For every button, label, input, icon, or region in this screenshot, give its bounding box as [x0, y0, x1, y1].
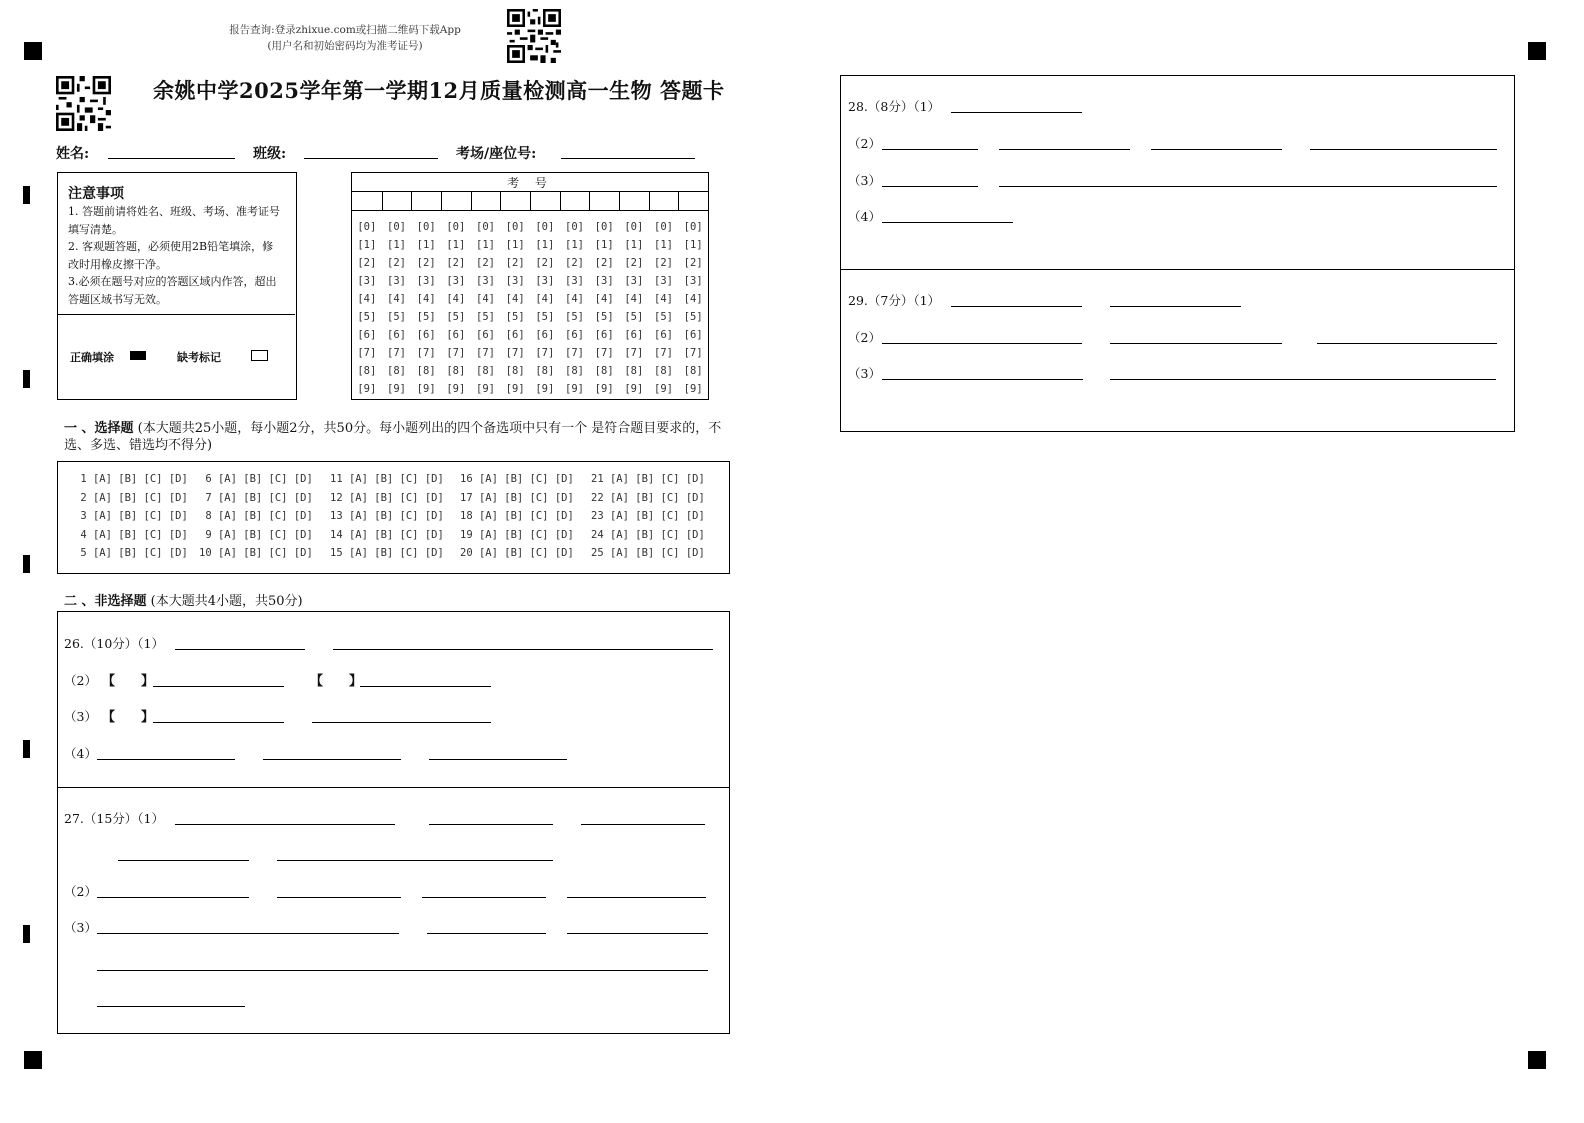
exam-number-column[interactable] — [471, 218, 501, 398]
exam-number-bubble[interactable]: [5] — [387, 311, 406, 323]
q26-p2-label: （2） — [64, 673, 97, 688]
q29-p2-label: （2） — [848, 330, 881, 345]
exam-number-bubble[interactable]: [7] — [624, 347, 644, 359]
exam-number-bubble[interactable]: [7] — [476, 347, 495, 359]
exam-number-bubble[interactable]: [4] — [476, 293, 495, 305]
exam-number-bubble[interactable]: [7] — [505, 347, 525, 359]
exam-number-column[interactable] — [619, 218, 649, 398]
exam-number-bubble[interactable]: [4] — [416, 293, 436, 305]
exam-number-bubble[interactable]: [6] — [594, 329, 614, 341]
exam-number-bubble[interactable]: [5] — [654, 311, 673, 323]
q28-p4-label: （4） — [848, 209, 881, 224]
q29-1-blank[interactable] — [951, 306, 1082, 307]
q26-2-blank[interactable] — [153, 686, 284, 687]
exam-number-bubble[interactable]: [1] — [476, 239, 495, 251]
exam-number-bubble[interactable]: [6] — [535, 329, 555, 341]
exam-number-bubble[interactable]: [6] — [476, 329, 495, 341]
exam-number-bubble[interactable]: [3] — [624, 275, 644, 287]
exam-number-bubble[interactable]: [8] — [683, 365, 703, 377]
exam-number-bubble[interactable]: [1] — [357, 239, 377, 251]
q29-3-blank[interactable] — [882, 379, 1083, 380]
exam-number-bubble[interactable]: [8] — [654, 365, 673, 377]
mc-question-item[interactable]: 11 [A] [B] [C] [D] — [330, 473, 444, 485]
mc-question-item[interactable]: 4 [A] [B] [C] [D] — [74, 528, 188, 541]
exam-number-bubble[interactable]: [8] — [357, 365, 377, 377]
exam-number-bubble[interactable]: [9] — [357, 383, 377, 395]
exam-number-bubble[interactable]: [7] — [446, 347, 466, 359]
exam-number-bubble[interactable]: [6] — [505, 329, 525, 341]
exam-number-bubble[interactable]: [0] — [594, 221, 614, 233]
exam-number-bubble[interactable]: [5] — [357, 311, 377, 323]
grid-divider — [649, 191, 650, 210]
grid-divider — [441, 191, 442, 210]
exam-number-bubble[interactable]: [8] — [594, 365, 614, 377]
exam-number-bubble[interactable]: [3] — [594, 275, 614, 287]
mc-question-item[interactable]: 2 [A] [B] [C] [D] — [74, 491, 188, 504]
mc-question-item[interactable]: 1 [A] [B] [C] [D] — [74, 473, 188, 485]
exam-number-bubble[interactable]: [8] — [505, 365, 525, 377]
mc-question-item[interactable]: 12 [A] [B] [C] [D] — [330, 491, 444, 504]
exam-number-column[interactable] — [411, 218, 441, 398]
exam-number-bubble[interactable]: [7] — [357, 347, 377, 359]
qr-code-student — [56, 76, 111, 131]
q26-3-bracket[interactable]: 【 】 — [102, 710, 155, 725]
exam-number-bubble[interactable]: [9] — [416, 383, 436, 395]
report-info — [200, 22, 490, 54]
exam-number-bubble[interactable]: [5] — [624, 311, 644, 323]
q28-3-blank[interactable] — [882, 186, 978, 187]
exam-number-bubble[interactable]: [2] — [387, 257, 406, 269]
exam-number-bubble[interactable]: [6] — [683, 329, 703, 341]
section2-desc: (本大题共4小题，共50分) — [150, 594, 303, 609]
exam-number-bubble[interactable]: [5] — [476, 311, 495, 323]
mc-question-item[interactable]: 21 [A] [B] [C] [D] — [591, 473, 705, 485]
notice-box — [57, 172, 297, 400]
exam-number-column[interactable] — [530, 218, 560, 398]
exam-number-bubble[interactable]: [6] — [654, 329, 673, 341]
exam-number-bubble[interactable]: [0] — [476, 221, 495, 233]
exam-number-bubble[interactable]: [6] — [624, 329, 644, 341]
q26-1-blank[interactable] — [175, 649, 305, 650]
exam-number-bubble[interactable]: [4] — [535, 293, 555, 305]
exam-number-column[interactable] — [382, 218, 412, 398]
exam-number-bubble[interactable]: [0] — [683, 221, 703, 233]
notice-item: 1. 答题前请将姓名、班级、考场、准考证号填写清楚。 — [68, 205, 280, 236]
mc-question-item[interactable]: 5 [A] [B] [C] [D] — [74, 547, 188, 559]
exam-number-bubble[interactable]: [5] — [535, 311, 555, 323]
timing-mark — [23, 925, 30, 943]
exam-number-bubble[interactable]: [1] — [535, 239, 555, 251]
timing-mark — [23, 555, 30, 573]
exam-number-bubble[interactable]: [7] — [416, 347, 436, 359]
mc-question-item[interactable]: 25 [A] [B] [C] [D] — [591, 547, 705, 559]
exam-number-column[interactable] — [441, 218, 471, 398]
section2-title: 二 、非选择题 — [64, 594, 147, 609]
multiple-choice-box — [57, 461, 730, 574]
grid-divider — [678, 191, 679, 210]
q28-2-blank[interactable] — [882, 149, 978, 150]
q27-1-blank[interactable] — [429, 824, 553, 825]
q28-box — [840, 75, 1515, 270]
exam-number-bubble[interactable]: [0] — [535, 221, 555, 233]
exam-number-bubble[interactable]: [8] — [535, 365, 555, 377]
exam-number-bubble[interactable]: [4] — [446, 293, 466, 305]
mc-question-item[interactable]: 22 [A] [B] [C] [D] — [591, 491, 705, 504]
q26-4-blank[interactable] — [263, 759, 401, 760]
exam-number-column[interactable] — [589, 218, 619, 398]
exam-number-bubble[interactable]: [0] — [565, 221, 584, 233]
notice-list — [68, 203, 284, 308]
correct-fill-sample — [130, 351, 146, 360]
exam-number-bubble[interactable]: [0] — [505, 221, 525, 233]
exam-number-bubble[interactable]: [1] — [505, 239, 525, 251]
exam-number-bubbles[interactable] — [352, 218, 708, 398]
mc-question-item[interactable]: 3 [A] [B] [C] [D] — [74, 510, 188, 522]
exam-number-bubble[interactable]: [6] — [416, 329, 436, 341]
exam-number-bubble[interactable]: [2] — [565, 257, 584, 269]
report-line-1: 报告查询:登录zhixue.com或扫描二维码下载App — [229, 24, 461, 36]
exam-number-bubble[interactable]: [7] — [535, 347, 555, 359]
notice-item: 3.必须在题号对应的答题区域内作答，超出答题区域书写无效。 — [68, 275, 277, 306]
q28-2-blank[interactable] — [1151, 149, 1282, 150]
room-seat-label: 考场/座位号: — [456, 146, 537, 162]
exam-number-bubble[interactable]: [5] — [505, 311, 525, 323]
exam-number-bubble[interactable]: [4] — [654, 293, 673, 305]
mc-question-item[interactable]: 6 [A] [B] [C] [D] — [199, 473, 313, 485]
grid-divider — [471, 191, 472, 210]
correct-fill-label: 正确填涂 — [70, 351, 114, 364]
section1-title: 一 、选择题 — [64, 421, 134, 436]
q29-box — [840, 269, 1515, 432]
exam-number-bubble[interactable]: [7] — [387, 347, 406, 359]
exam-number-bubble[interactable]: [6] — [357, 329, 377, 341]
exam-number-bubble[interactable]: [8] — [387, 365, 406, 377]
absent-mark-label: 缺考标记 — [177, 351, 221, 364]
mc-question-item[interactable]: 20 [A] [B] [C] [D] — [460, 547, 574, 559]
q27-2-blank[interactable] — [97, 897, 249, 898]
q27-1-blank[interactable] — [277, 860, 553, 861]
grid-divider — [500, 191, 501, 210]
section1-desc: (本大题共25小题，每小题2分，共50分。每小题列出的四个备选项中只有一个 是符合题目要求的，不选、多选、错选均不得分) — [64, 421, 722, 453]
exam-number-bubble[interactable]: [1] — [624, 239, 644, 251]
q27-3-blank[interactable] — [97, 1006, 245, 1007]
q28-p2-label: （2） — [848, 136, 881, 151]
room-seat-field[interactable] — [561, 158, 695, 159]
q29-2-blank[interactable] — [1110, 343, 1282, 344]
q28-2-blank[interactable] — [999, 149, 1130, 150]
q27-label: 27.（15分）（1） — [64, 811, 164, 826]
exam-number-write-cells[interactable] — [352, 191, 708, 210]
exam-number-bubble[interactable]: [0] — [357, 221, 377, 233]
exam-number-bubble[interactable]: [2] — [535, 257, 555, 269]
exam-number-bubble[interactable]: [3] — [476, 275, 495, 287]
exam-number-bubble[interactable]: [3] — [387, 275, 406, 287]
exam-number-bubble[interactable]: [2] — [446, 257, 466, 269]
exam-number-bubble[interactable]: [7] — [565, 347, 584, 359]
exam-number-bubble[interactable]: [9] — [565, 383, 584, 395]
exam-number-bubble[interactable]: [8] — [476, 365, 495, 377]
mc-question-item[interactable]: 8 [A] [B] [C] [D] — [199, 510, 313, 522]
section1-heading — [64, 420, 724, 454]
exam-number-bubble[interactable]: [7] — [594, 347, 614, 359]
exam-number-bubble[interactable]: [9] — [535, 383, 555, 395]
exam-number-bubble[interactable]: [5] — [565, 311, 584, 323]
exam-number-bubble[interactable]: [2] — [654, 257, 673, 269]
exam-number-bubble[interactable]: [0] — [416, 221, 436, 233]
absent-mark-checkbox[interactable] — [251, 350, 268, 361]
mc-question-item[interactable]: 9 [A] [B] [C] [D] — [199, 528, 313, 541]
q28-label: 28.（8分）（1） — [848, 99, 941, 114]
class-field[interactable] — [304, 158, 438, 159]
q26-3-blank[interactable] — [153, 722, 284, 723]
grid-divider — [411, 191, 412, 210]
exam-number-column[interactable] — [352, 218, 382, 398]
grid-divider — [589, 191, 590, 210]
q29-1-blank[interactable] — [1110, 306, 1241, 307]
q26-2-bracket[interactable]: 【 】 — [310, 674, 363, 689]
timing-mark — [23, 740, 30, 758]
q26-1-blank[interactable] — [333, 649, 713, 650]
exam-number-bubble[interactable]: [7] — [654, 347, 673, 359]
exam-number-bubble[interactable]: [4] — [505, 293, 525, 305]
exam-number-bubble[interactable]: [4] — [594, 293, 614, 305]
q27-1-blank[interactable] — [175, 824, 395, 825]
exam-number-bubble[interactable]: [7] — [683, 347, 703, 359]
q27-1-blank[interactable] — [118, 860, 249, 861]
mc-question-item[interactable]: 14 [A] [B] [C] [D] — [330, 528, 444, 541]
q27-3-blank[interactable] — [97, 933, 399, 934]
q26-p3-label: （3） — [64, 709, 97, 724]
exam-number-bubble[interactable]: [2] — [357, 257, 377, 269]
exam-number-bubble[interactable]: [9] — [594, 383, 614, 395]
exam-number-bubble[interactable]: [3] — [446, 275, 466, 287]
exam-number-bubble[interactable]: [5] — [446, 311, 466, 323]
exam-number-bubble[interactable]: [4] — [565, 293, 584, 305]
exam-number-bubble[interactable]: [3] — [357, 275, 377, 287]
grid-divider — [382, 191, 383, 210]
name-field[interactable] — [108, 158, 235, 159]
q26-label: 26.（10分）（1） — [64, 636, 164, 651]
exam-number-bubble[interactable]: [0] — [446, 221, 466, 233]
exam-number-bubble[interactable]: [8] — [565, 365, 584, 377]
name-label: 姓名: — [56, 146, 90, 162]
mc-question-item[interactable]: 15 [A] [B] [C] [D] — [330, 547, 444, 559]
exam-number-bubble[interactable]: [1] — [683, 239, 703, 251]
exam-number-bubble[interactable]: [2] — [594, 257, 614, 269]
q26-2-blank[interactable] — [360, 686, 491, 687]
divider — [58, 314, 295, 315]
grid-divider — [530, 191, 531, 210]
q27-3-blank[interactable] — [567, 933, 708, 934]
grid-divider — [560, 191, 561, 210]
q27-2-blank[interactable] — [567, 897, 706, 898]
q29-2-blank[interactable] — [1317, 343, 1497, 344]
exam-number-bubble[interactable]: [3] — [683, 275, 703, 287]
q28-3-blank[interactable] — [999, 186, 1497, 187]
exam-number-bubble[interactable]: [3] — [416, 275, 436, 287]
exam-number-bubble[interactable]: [5] — [683, 311, 703, 323]
exam-number-bubble[interactable]: [6] — [565, 329, 584, 341]
exam-number-bubble[interactable]: [4] — [624, 293, 644, 305]
exam-number-bubble[interactable]: [8] — [624, 365, 644, 377]
registration-mark-bottom-right — [1528, 1051, 1546, 1069]
mc-question-item[interactable]: 23 [A] [B] [C] [D] — [591, 510, 705, 522]
q27-2-blank[interactable] — [277, 897, 401, 898]
exam-number-bubble[interactable]: [9] — [683, 383, 703, 395]
q29-label: 29.（7分）（1） — [848, 293, 941, 308]
exam-number-bubble[interactable]: [0] — [654, 221, 673, 233]
registration-mark-top-right — [1528, 42, 1546, 60]
exam-number-bubble[interactable]: [5] — [594, 311, 614, 323]
timing-mark — [23, 370, 30, 388]
exam-number-bubble[interactable]: [5] — [416, 311, 436, 323]
exam-number-column[interactable] — [678, 218, 708, 398]
exam-number-bubble[interactable]: [8] — [416, 365, 436, 377]
mc-question-item[interactable]: 7 [A] [B] [C] [D] — [199, 491, 313, 504]
exam-number-bubble[interactable]: [9] — [446, 383, 466, 395]
q28-1-blank[interactable] — [951, 112, 1082, 113]
notice-title: 注意事项 — [68, 186, 124, 202]
q27-2-blank[interactable] — [422, 897, 546, 898]
q28-2-blank[interactable] — [1310, 149, 1497, 150]
q27-3-blank[interactable] — [97, 970, 708, 971]
exam-number-bubble[interactable]: [8] — [446, 365, 466, 377]
q26-4-blank[interactable] — [429, 759, 567, 760]
exam-number-bubble[interactable]: [1] — [416, 239, 436, 251]
q26-2-bracket[interactable]: 【 】 — [102, 674, 155, 689]
exam-number-column[interactable] — [560, 218, 590, 398]
exam-number-bubble[interactable]: [6] — [446, 329, 466, 341]
exam-number-bubble[interactable]: [1] — [565, 239, 584, 251]
q27-3-blank[interactable] — [427, 933, 546, 934]
notice-item: 2. 客观题答题，必须使用2B铅笔填涂，修改时用橡皮擦干净。 — [68, 240, 274, 271]
qr-code-app — [507, 9, 561, 63]
mc-question-item[interactable]: 16 [A] [B] [C] [D] — [460, 473, 574, 485]
mc-question-item[interactable]: 24 [A] [B] [C] [D] — [591, 528, 705, 541]
exam-number-bubble[interactable]: [2] — [416, 257, 436, 269]
q27-p3-label: （3） — [64, 920, 97, 935]
exam-number-bubble[interactable]: [2] — [683, 257, 703, 269]
exam-number-bubble[interactable]: [0] — [387, 221, 406, 233]
class-label: 班级: — [253, 146, 287, 162]
q29-2-blank[interactable] — [882, 343, 1082, 344]
exam-number-bubble[interactable]: [1] — [446, 239, 466, 251]
exam-number-column[interactable] — [649, 218, 679, 398]
exam-number-bubble[interactable]: [3] — [654, 275, 673, 287]
exam-number-bubble[interactable]: [9] — [624, 383, 644, 395]
exam-number-bubble[interactable]: [9] — [387, 383, 406, 395]
mc-question-item[interactable]: 10 [A] [B] [C] [D] — [199, 547, 313, 559]
mc-question-item[interactable]: 19 [A] [B] [C] [D] — [460, 528, 574, 541]
q27-p2-label: （2） — [64, 884, 97, 899]
exam-number-bubble[interactable]: [2] — [476, 257, 495, 269]
q26-p4-label: （4） — [64, 746, 97, 761]
exam-number-bubble[interactable]: [6] — [387, 329, 406, 341]
q26-4-blank[interactable] — [97, 759, 235, 760]
exam-number-header: 考 号 — [507, 176, 553, 190]
exam-number-bubble[interactable]: [4] — [683, 293, 703, 305]
exam-number-bubble[interactable]: [3] — [535, 275, 555, 287]
exam-number-bubble[interactable]: [0] — [624, 221, 644, 233]
exam-number-bubble[interactable]: [1] — [654, 239, 673, 251]
exam-number-bubble[interactable]: [1] — [594, 239, 614, 251]
exam-number-box — [351, 172, 709, 400]
mc-area — [58, 462, 728, 572]
q28-p3-label: （3） — [848, 173, 881, 188]
exam-number-bubble[interactable]: [3] — [505, 275, 525, 287]
section2-heading — [64, 590, 303, 609]
mc-question-item[interactable]: 13 [A] [B] [C] [D] — [330, 510, 444, 522]
exam-number-column[interactable] — [500, 218, 530, 398]
registration-mark-top-left — [24, 42, 42, 60]
q29-3-blank[interactable] — [1110, 379, 1496, 380]
exam-number-bubble[interactable]: [4] — [357, 293, 377, 305]
exam-number-bubble[interactable]: [1] — [387, 239, 406, 251]
page-title: 余姚中学2025学年第一学期12月质量检测高一生物 答题卡 — [153, 78, 725, 103]
q26-3-blank[interactable] — [312, 722, 491, 723]
timing-mark — [23, 186, 30, 204]
exam-number-bubble[interactable]: [2] — [505, 257, 525, 269]
registration-mark-bottom-left — [24, 1051, 42, 1069]
exam-number-bubble[interactable]: [3] — [565, 275, 584, 287]
q29-p3-label: （3） — [848, 366, 881, 381]
q27-1-blank[interactable] — [581, 824, 705, 825]
mc-question-item[interactable]: 17 [A] [B] [C] [D] — [460, 491, 574, 504]
exam-number-bubble[interactable]: [9] — [654, 383, 673, 395]
grid-divider — [619, 191, 620, 210]
exam-number-bubble[interactable]: [4] — [387, 293, 406, 305]
exam-number-bubble[interactable]: [9] — [505, 383, 525, 395]
exam-number-bubble[interactable]: [9] — [476, 383, 495, 395]
divider — [352, 210, 708, 211]
mc-question-item[interactable]: 18 [A] [B] [C] [D] — [460, 510, 574, 522]
report-line-2: (用户名和初始密码均为准考证号) — [267, 40, 423, 52]
q28-4-blank[interactable] — [882, 222, 1013, 223]
exam-number-bubble[interactable]: [2] — [624, 257, 644, 269]
